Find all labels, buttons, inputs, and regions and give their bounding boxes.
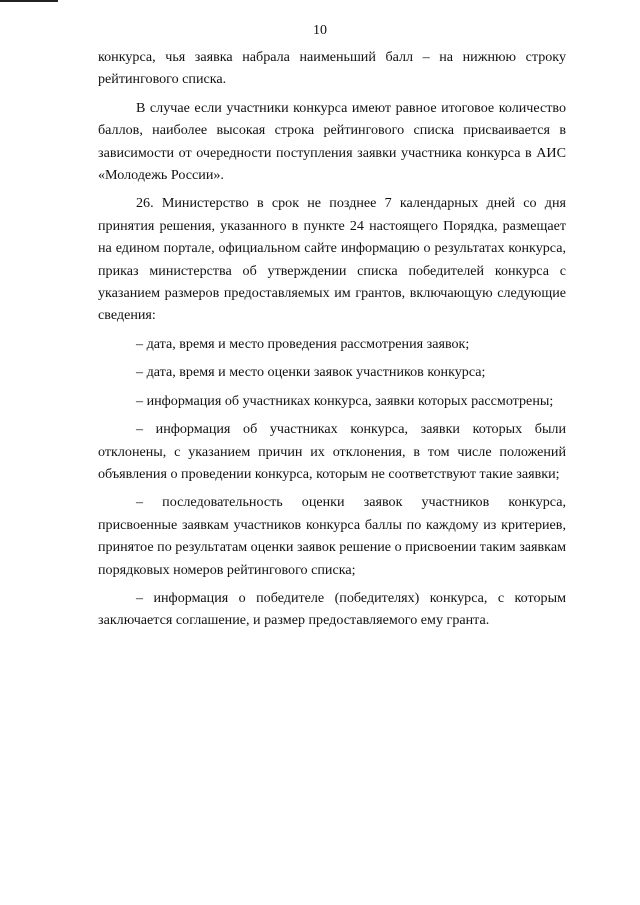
list-item-evaluation-date: – дата, время и место оценки заявок участников конкурса; bbox=[136, 364, 486, 381]
paragraph-clause-26: 26. Министерство в срок не позднее 7 календарных дней со дня принятия решения, указанного в пункте 24 настоящего Порядка, размещает на едином портале, официальном сайте информацию о результатах конкурса, приказ министерства об утверждении списка победителей конкурса с указанием размеров предоставляемых им грантов, включающую следующие сведения: bbox=[98, 195, 566, 324]
list-item-evaluation-sequence: – последовательность оценки заявок участников конкурса, присвоенные заявкам участников конкурса баллы по каждому из критериев, принятое по результатам оценки заявок решение о присвоении таким заявкам порядковых номеров рейтингового списка; bbox=[98, 494, 566, 578]
list-item-winner-info: – информация о победителе (победителях) конкурса, с которым заключается соглашение, и размер предоставляемого ему гранта. bbox=[98, 589, 566, 629]
page-number: 10 bbox=[313, 23, 327, 38]
document-body bbox=[98, 46, 566, 638]
paragraph-equal-score-rule: В случае если участники конкурса имеют равное итоговое количество баллов, наиболее высокая строка рейтингового списка присваивается в зависимости от очередности поступления заявки участника конкурса в АИС «Молодежь России». bbox=[98, 99, 566, 184]
list-item-reviewed-participants: – информация об участниках конкурса, заявки которых рассмотрены; bbox=[136, 392, 554, 409]
scan-edge-mark bbox=[0, 0, 58, 2]
list-item-rejected-participants: – информация об участниках конкурса, заявки которых были отклонены, с указанием причин их отклонения, в том числе положений объявления о проведении конкурса, которым не соответствуют такие заявки; bbox=[98, 421, 566, 482]
paragraph-continuation: конкурса, чья заявка набрала наименьший балл – на нижнюю строку рейтингового списка. bbox=[98, 49, 566, 88]
list-item-review-date: – дата, время и место проведения рассмотрения заявок; bbox=[136, 335, 470, 352]
